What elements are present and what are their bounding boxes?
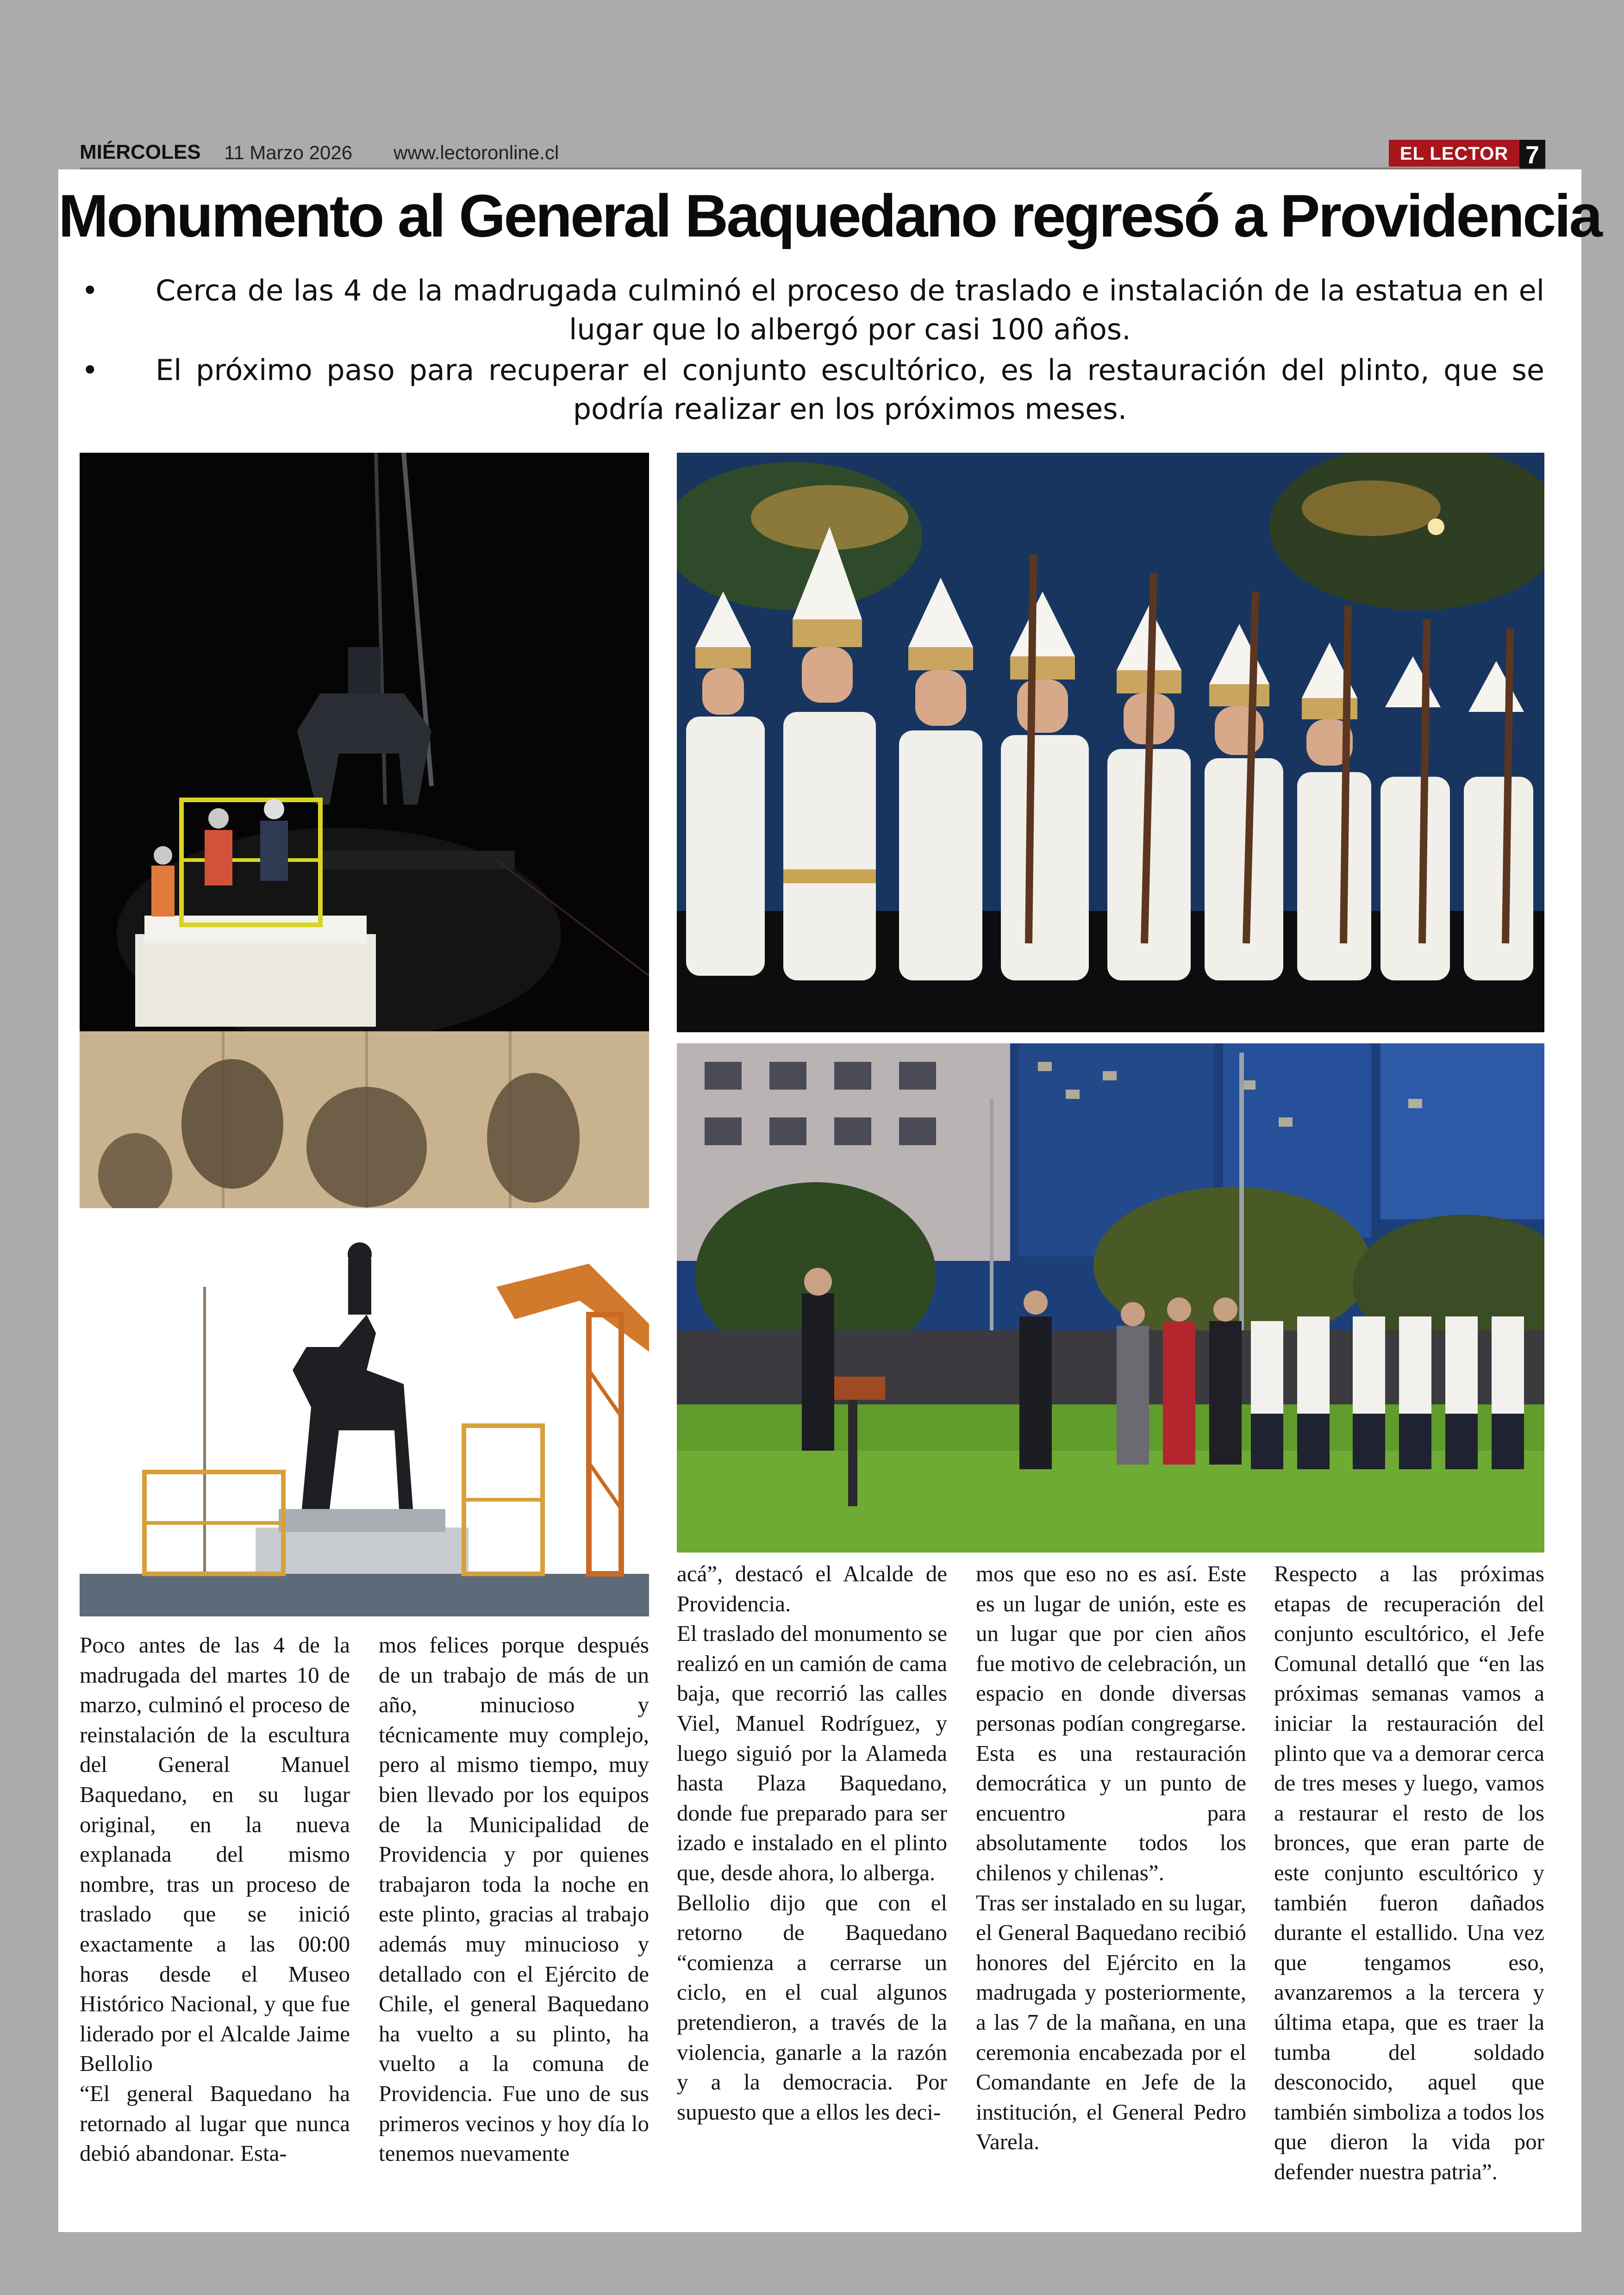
honor-guard-photo <box>677 453 1544 1032</box>
article-paragraph: Poco antes de las 4 de la madrugada del martes 10 de marzo, culminó el proceso de reinstalación de la escultura del General Manuel Baquedano, en su lugar original, en la nueva explanada del mismo nombre, tras un proceso de traslado que se inició exactamente a las 00:00 horas desde el Museo Histórico Nacional, y que fue liderado por el Alcalde Jaime Bellolio <box>80 1632 350 2077</box>
article-paragraph: “El general Baquedano ha retornado al lugar que nunca debió abandonar. Esta- <box>80 2080 350 2166</box>
night-installation-photo <box>80 453 649 1208</box>
headline: Monumento al General Baquedano regresó a Providencia <box>58 182 1601 249</box>
article-paragraph: Tras ser instalado en su lugar, el General Baquedano recibió honores del Ejército en la madrugada y posteriormente, a las 7 de la mañana, en una ceremonia encabezada por el Comandante en Jefe de la institución, el General Pedro Varela. <box>976 1890 1246 2155</box>
statue-crane-photo <box>80 1231 649 1616</box>
article-paragraph: Respecto a las próximas etapas de recuperación del conjunto escultórico, el Jefe Comunal detalló que “en las próximas semanas vamos a iniciar la restauración del plinto que va a demorar cerca de tres meses y luego, vamos a restaurar el resto de los bronces, que eran parte de este conjunto escultórico y también fueron dañados durante el estallido. Una vez que tengamos eso, avanzaremos a la tercera y última etapa, que es traer la tumba del soldado desconocido, aquel que también simboliza a todos los que dieron la vida por defender nuestra patria”. <box>1274 1561 1544 2184</box>
summary-bullet <box>80 351 1544 429</box>
bullet-dot-icon: • <box>81 274 99 307</box>
page-number: 7 <box>1525 141 1540 169</box>
article-paragraph: acá”, destacó el Alcalde de Providencia. <box>677 1561 947 1616</box>
header-date: 11 Marzo 2026 <box>224 142 353 163</box>
article-paragraph: mos felices porque después de un trabajo de más de un año, minucioso y técnicamente muy complejo, pero al mismo tiempo, muy bien llevado por los equipos de la Municipalidad de Providencia y por quienes trabajaron toda la noche en este plinto, gracias al trabajo además muy minucioso y detallado con el Ejército de Chile, el general Baquedano ha vuelto a su plinto, ha vuelto a la comuna de Providencia. Fue uno de sus primeros vecinos y hoy día lo tenemos nuevamente <box>379 1632 649 2166</box>
summary-bullet <box>80 271 1544 349</box>
bullet-dot-icon: • <box>81 353 99 387</box>
bullet-text: El próximo paso para recuperar el conjunto escultórico, es la restauración del plinto, que se podría realizar en los próximos meses. <box>156 353 1544 426</box>
ceremony-photo <box>677 1043 1544 1553</box>
article-column-3 <box>677 1559 947 2127</box>
article-column-2 <box>379 1630 649 2169</box>
article-column-4 <box>976 1559 1246 2157</box>
bullet-text: Cerca de las 4 de la madrugada culminó el proceso de traslado e instalación de la estatua en el lugar que lo albergó por casi 100 años. <box>156 274 1544 346</box>
article-paragraph: mos que eso no es así. Este es un lugar de unión, este es un lugar que por cien años fue motivo de celebración, un espacio en donde diversas personas podían congregarse. Esta es una restauración democrática y un punto de encuentro para absolutamente todos los chilenos y chilenas”. <box>976 1561 1246 1885</box>
header-day: MIÉRCOLES <box>80 141 201 163</box>
article-paragraph: El traslado del monumento se realizó en un camión de cama baja, que recorrió las calles Viel, Manuel Rodríguez, y luego siguió por la Alameda hasta Plaza Baquedano, donde fue preparado para ser izado e instalado en el plinto que, desde ahora, lo alberga. <box>677 1621 947 1885</box>
article-column-1 <box>80 1630 350 2169</box>
article-column-5 <box>1274 1559 1544 2187</box>
newspaper-logo-text: EL LECTOR <box>1399 143 1509 164</box>
header-rule <box>80 168 1544 169</box>
header-url: www.lectoronline.cl <box>394 142 559 163</box>
article-paragraph: Bellolio dijo que con el retorno de Baquedano “comienza a cerrarse un ciclo, en el cual algunos pretendieron, a través de la violencia, ganarle a la razón y a la democracia. Por supuesto que a ellos les deci- <box>677 1890 947 2125</box>
